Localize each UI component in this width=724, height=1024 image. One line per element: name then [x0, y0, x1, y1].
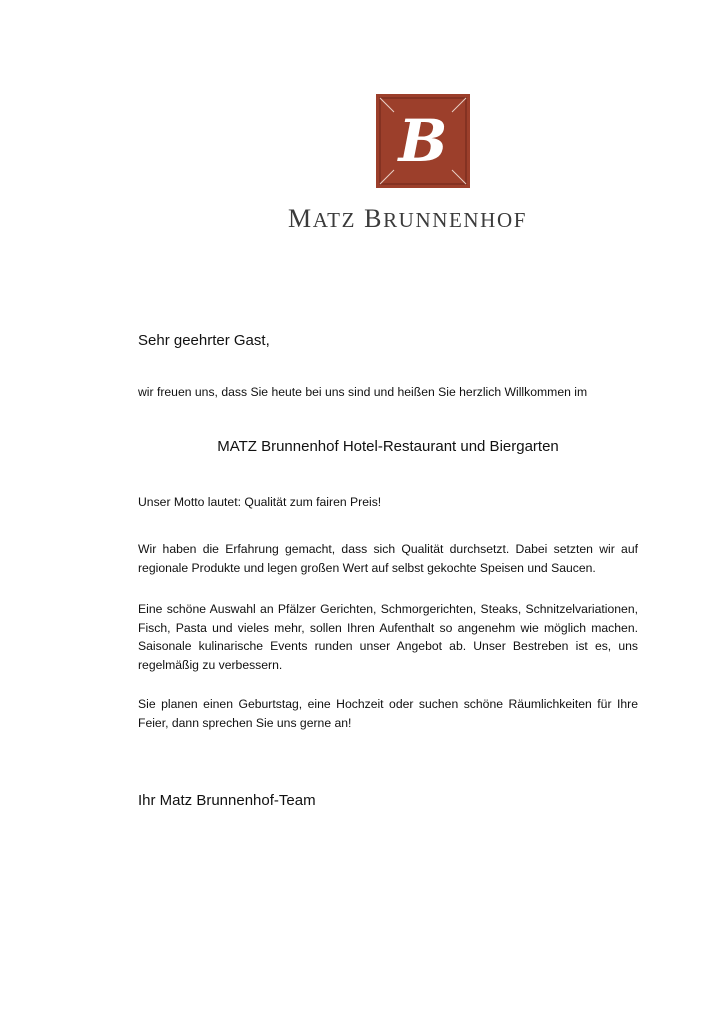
- paragraph-menu: Eine schöne Auswahl an Pfälzer Gerichten, Schmorgerichten, Steaks, Schnitzelvariationen, Fisch, Pasta und vieles mehr, sollen Ihren Aufenthalt so angenehm wie möglich machen. Saisonale kulinarische Events runden unser Angebot ab. Unser Bestreben ist es, uns regelmäßig zu verbessern.: [138, 602, 638, 672]
- welcome-line: wir freuen uns, dass Sie heute bei uns sind und heißen Sie herzlich Willkommen im: [138, 385, 588, 399]
- motto: Unser Motto lautet: Qualität zum fairen Preis!: [138, 495, 382, 509]
- venue-name: MATZ Brunnenhof Hotel-Restaurant und Biergarten: [217, 438, 559, 455]
- wordmark-second-rest: RUNNENHOF: [383, 208, 527, 232]
- paragraph-quality: Wir haben die Erfahrung gemacht, dass sich Qualität durchsetzt. Dabei setzten wir auf regionale Produkte und legen großen Wert auf selbst gekochte Speisen und Saucen.: [138, 542, 638, 575]
- brand-wordmark: [288, 204, 568, 234]
- wordmark-first-rest: ATZ: [312, 208, 357, 232]
- brand-emblem-icon: [376, 94, 470, 188]
- wordmark-first-initial: M: [288, 204, 313, 233]
- signoff: Ihr Matz Brunnenhof-Team: [138, 792, 316, 809]
- salutation: Sehr geehrter Gast,: [138, 332, 270, 349]
- emblem-letter: B: [398, 107, 448, 175]
- wordmark-second-initial: B: [364, 204, 384, 233]
- paragraph-events: Sie planen einen Geburtstag, eine Hochzeit oder suchen schöne Räumlichkeiten für Ihre Feier, dann sprechen Sie uns gerne an!: [138, 697, 638, 730]
